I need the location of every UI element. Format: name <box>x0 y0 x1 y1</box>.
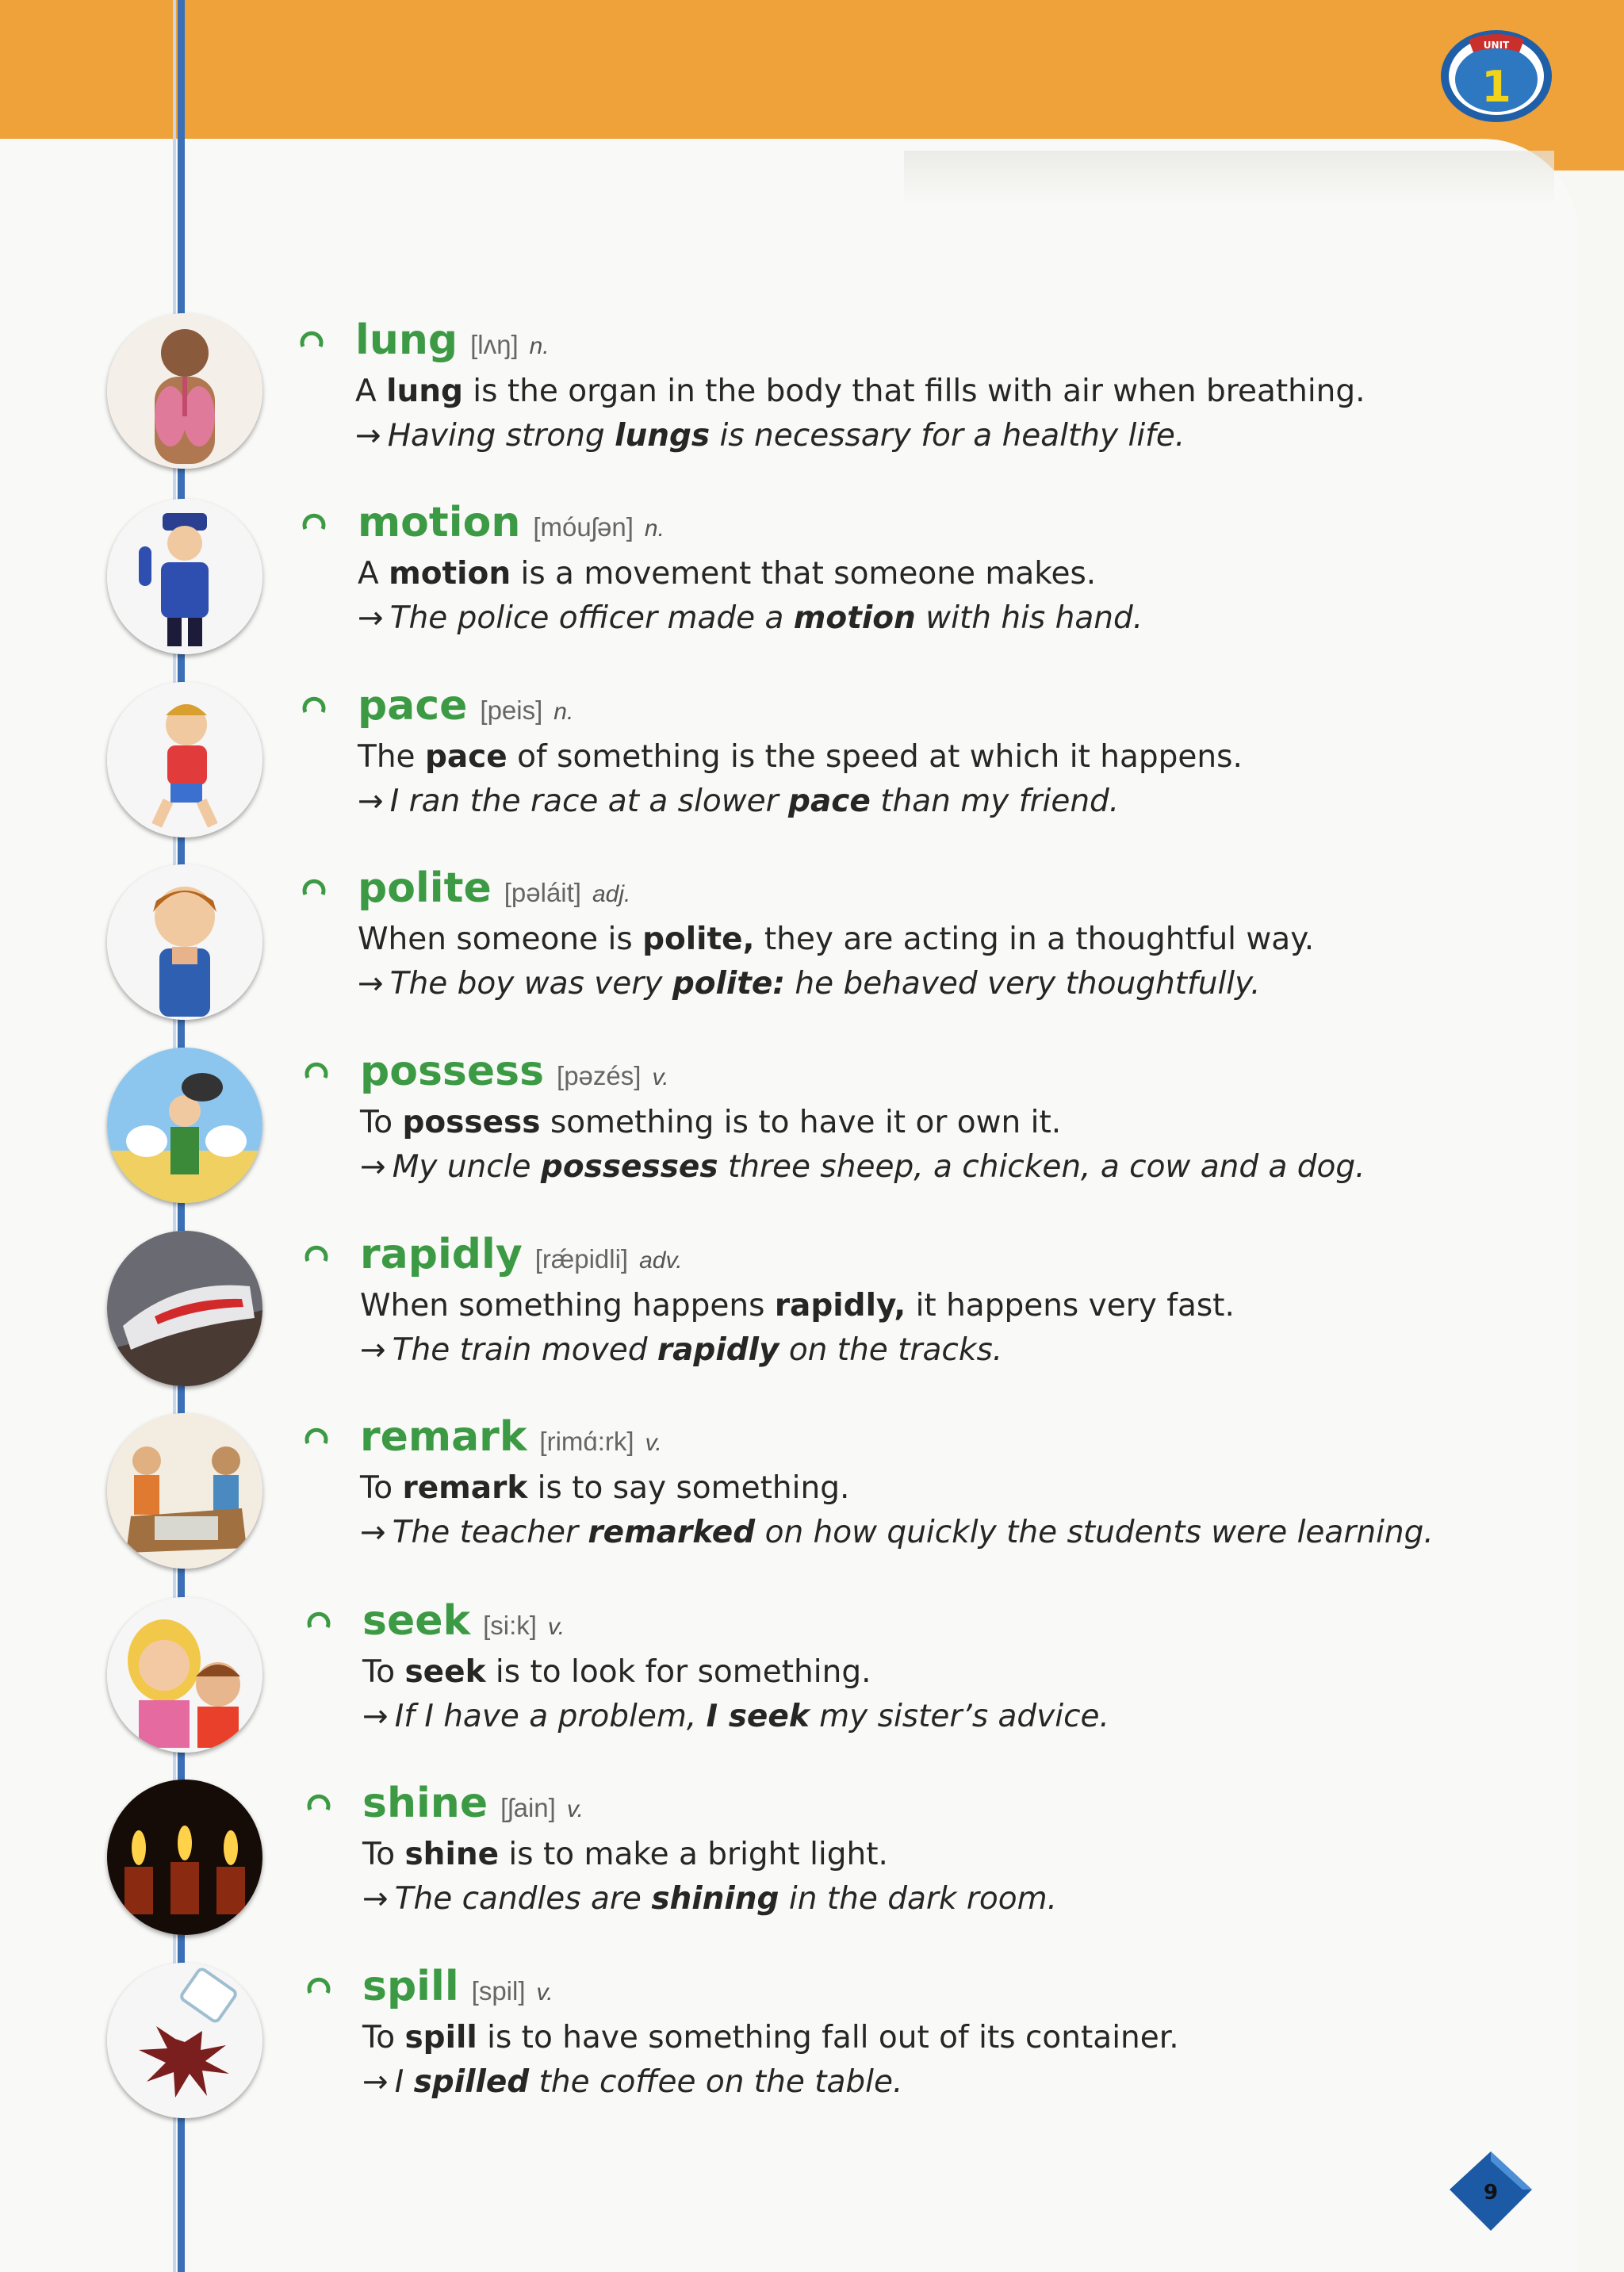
vocab-entry <box>0 1048 1624 1227</box>
arrow-icon: → <box>358 784 384 819</box>
example-sentence <box>358 600 1143 636</box>
emphasized-word: pace <box>424 739 508 775</box>
spilled-cup-icon <box>107 1963 262 2118</box>
definition <box>360 1470 849 1506</box>
part-of-speech: v. <box>652 1064 669 1090</box>
headword-line <box>358 499 665 546</box>
definition <box>360 1105 1061 1140</box>
unit-badge-icon <box>1437 22 1556 125</box>
part-of-speech: n. <box>553 699 574 725</box>
bullet-icon <box>307 1974 331 1998</box>
example-sentence <box>360 1515 1434 1550</box>
headword-line <box>358 682 573 730</box>
headword: remark <box>360 1413 527 1461</box>
pronunciation: [spil] <box>471 1976 526 2006</box>
pronunciation: [pəzés] <box>557 1061 642 1090</box>
text-run: is a movement that someone makes. <box>511 556 1097 592</box>
page-shadow <box>904 151 1554 206</box>
vocab-entry <box>0 499 1624 678</box>
text-run: my sister’s advice. <box>809 1699 1109 1734</box>
definition <box>358 556 1096 592</box>
emphasized-word: shining <box>651 1881 779 1917</box>
lung-anatomy-icon <box>107 313 262 469</box>
text-run: To <box>362 1654 405 1690</box>
bullet-icon <box>302 693 326 717</box>
text-run: My uncle <box>392 1149 541 1185</box>
part-of-speech: adj. <box>592 881 631 907</box>
bullet-icon <box>304 1059 328 1082</box>
arrow-icon: → <box>360 1332 386 1368</box>
arrow-icon: → <box>362 1881 389 1917</box>
headword: polite <box>358 864 492 912</box>
headword-line <box>360 1048 669 1095</box>
text-run: When something happens <box>360 1288 775 1324</box>
text-run: is to look for something. <box>485 1654 871 1690</box>
text-run: If I have a problem, <box>394 1699 707 1734</box>
part-of-speech: adv. <box>639 1247 683 1274</box>
text-run: The candles are <box>394 1881 652 1917</box>
text-run: of something is the speed at which it happens. <box>507 739 1243 775</box>
example-text <box>395 2064 903 2100</box>
emphasized-word: spilled <box>413 2064 530 2100</box>
example-sentence <box>360 1332 1002 1368</box>
text-run: A <box>355 374 387 409</box>
diamond-badge-icon <box>1443 2145 1538 2240</box>
pronunciation: [rimɑ́:rk] <box>539 1427 634 1456</box>
example-text <box>395 1699 1109 1734</box>
part-of-speech: n. <box>529 333 550 359</box>
emphasized-word: remarked <box>588 1515 756 1550</box>
unit-badge <box>1437 22 1556 125</box>
example-sentence <box>362 1699 1109 1734</box>
page-number: 9 <box>1483 2181 1499 2205</box>
example-sentence <box>355 418 1185 454</box>
text-run: it happens very fast. <box>906 1288 1235 1324</box>
bullet-icon <box>300 328 324 351</box>
example-text <box>390 600 1143 636</box>
text-run: than my friend. <box>870 784 1120 819</box>
example-sentence <box>358 784 1119 819</box>
example-sentence <box>358 966 1261 1002</box>
arrow-icon: → <box>358 966 384 1002</box>
vocab-entry <box>0 864 1624 1044</box>
example-sentence <box>360 1149 1365 1185</box>
headword-line <box>362 1597 565 1645</box>
arrow-icon: → <box>362 2064 389 2100</box>
example-text <box>393 1515 1434 1550</box>
pronunciation: [ʃain] <box>500 1793 556 1822</box>
emphasized-word: rapidly, <box>774 1288 906 1324</box>
definition <box>360 1288 1235 1324</box>
emphasized-word: shine <box>404 1837 500 1872</box>
text-run: the coffee on the table. <box>529 2064 903 2100</box>
definition <box>358 739 1243 775</box>
text-run: is necessary for a healthy life. <box>710 418 1185 454</box>
text-run: they are acting in a thoughtful way. <box>754 921 1315 957</box>
bullet-icon <box>304 1242 328 1266</box>
text-run: The train moved <box>392 1332 657 1368</box>
running-boy-icon <box>107 682 262 837</box>
example-text <box>390 966 1261 1002</box>
vocab-entry <box>0 1413 1624 1592</box>
classroom-icon <box>107 1413 262 1569</box>
bullet-icon <box>302 875 326 899</box>
headword: spill <box>362 1963 459 2010</box>
pronunciation: [si:k] <box>483 1611 537 1640</box>
example-sentence <box>362 2064 902 2100</box>
vocab-entry <box>0 316 1624 496</box>
emphasized-word: motion <box>793 600 916 636</box>
definition <box>355 374 1365 409</box>
text-run: Having strong <box>387 418 615 454</box>
headword-line <box>362 1963 553 2010</box>
vocab-entry <box>0 1780 1624 1959</box>
emphasized-word: lung <box>386 374 463 409</box>
text-run: is to make a bright light. <box>499 1837 888 1872</box>
arrow-icon: → <box>360 1149 386 1185</box>
headword-line <box>355 316 550 364</box>
vocab-entry <box>0 1963 1624 2142</box>
part-of-speech: v. <box>645 1430 662 1456</box>
definition <box>362 1654 871 1690</box>
arrow-icon: → <box>358 600 384 636</box>
text-run: on the tracks. <box>779 1332 1003 1368</box>
text-run: To <box>360 1105 403 1140</box>
pronunciation: [peis] <box>480 695 543 725</box>
emphasized-word: seek <box>404 1654 486 1690</box>
text-run: The police officer made a <box>389 600 794 636</box>
text-run: The <box>358 739 425 775</box>
definition <box>362 1837 888 1872</box>
example-text <box>393 1149 1365 1185</box>
part-of-speech: n. <box>644 515 665 542</box>
text-run: To <box>362 1837 405 1872</box>
headword: seek <box>362 1597 471 1645</box>
text-run: he behaved very thoughtfully. <box>784 966 1261 1002</box>
bullet-icon <box>302 510 326 534</box>
text-run: The boy was very <box>389 966 672 1002</box>
headword: pace <box>358 682 468 730</box>
train-icon <box>107 1231 262 1386</box>
vocab-entry <box>0 1597 1624 1776</box>
definition <box>362 2020 1179 2056</box>
text-run: I ran the race at a slower <box>389 784 789 819</box>
text-run: The teacher <box>392 1515 588 1550</box>
headword: rapidly <box>360 1231 523 1278</box>
example-text <box>390 784 1120 819</box>
part-of-speech: v. <box>566 1796 584 1822</box>
headword-line <box>362 1780 584 1827</box>
headword: possess <box>360 1048 545 1095</box>
emphasized-word: lungs <box>615 418 710 454</box>
example-text <box>388 418 1185 454</box>
headword: motion <box>358 499 521 546</box>
arrow-icon: → <box>360 1515 386 1550</box>
text-run: with his hand. <box>915 600 1143 636</box>
unit-label: UNIT <box>1483 40 1510 51</box>
farm-animals-icon <box>107 1048 262 1203</box>
arrow-icon: → <box>362 1699 389 1734</box>
example-sentence <box>362 1881 1057 1917</box>
emphasized-word: possesses <box>540 1149 718 1185</box>
text-run: something is to have it or own it. <box>540 1105 1062 1140</box>
headword-line <box>360 1231 683 1278</box>
headword: shine <box>362 1780 488 1827</box>
text-run: is to say something. <box>527 1470 850 1506</box>
text-run: in the dark room. <box>779 1881 1058 1917</box>
emphasized-word: possess <box>402 1105 541 1140</box>
bullet-icon <box>307 1791 331 1814</box>
vocab-entry <box>0 1231 1624 1410</box>
text-run: When someone is <box>358 921 643 957</box>
emphasized-word: polite, <box>642 921 755 957</box>
text-run: To <box>362 2020 405 2056</box>
text-run: is the organ in the body that fills with air when breathing. <box>462 374 1365 409</box>
unit-number: 1 <box>1481 62 1511 112</box>
pronunciation: [móuʃən] <box>533 512 634 542</box>
text-run: To <box>360 1470 403 1506</box>
polite-boy-icon <box>107 864 262 1020</box>
pronunciation: [pəláit] <box>504 878 581 907</box>
arrow-icon: → <box>355 418 381 454</box>
bullet-icon <box>307 1608 331 1632</box>
page-number-badge <box>1443 2145 1538 2240</box>
police-officer-icon <box>107 499 262 654</box>
example-text <box>393 1332 1002 1368</box>
headword-line <box>358 864 630 912</box>
headword: lung <box>355 316 458 364</box>
emphasized-word: pace <box>788 784 871 819</box>
sister-brother-icon <box>107 1597 262 1753</box>
emphasized-word: I seek <box>706 1699 810 1734</box>
emphasized-word: motion <box>389 556 511 592</box>
definition <box>358 921 1314 957</box>
headword-line <box>360 1413 662 1461</box>
bullet-icon <box>304 1424 328 1448</box>
pronunciation: [rǽpidli] <box>534 1244 629 1274</box>
part-of-speech: v. <box>536 1979 553 2006</box>
emphasized-word: spill <box>404 2020 477 2056</box>
text-run: on how quickly the students were learning. <box>755 1515 1434 1550</box>
vocab-entry <box>0 682 1624 861</box>
example-text <box>395 1881 1057 1917</box>
emphasized-word: remark <box>402 1470 528 1506</box>
emphasized-word: rapidly <box>657 1332 779 1368</box>
text-run: A <box>358 556 389 592</box>
emphasized-word: polite: <box>672 966 785 1002</box>
pronunciation: [lʌŋ] <box>470 330 519 359</box>
part-of-speech: v. <box>547 1614 565 1640</box>
text-run: I <box>394 2064 414 2100</box>
candles-icon <box>107 1780 262 1935</box>
text-run: three sheep, a chicken, a cow and a dog. <box>718 1149 1365 1185</box>
text-run: is to have something fall out of its container. <box>477 2020 1179 2056</box>
